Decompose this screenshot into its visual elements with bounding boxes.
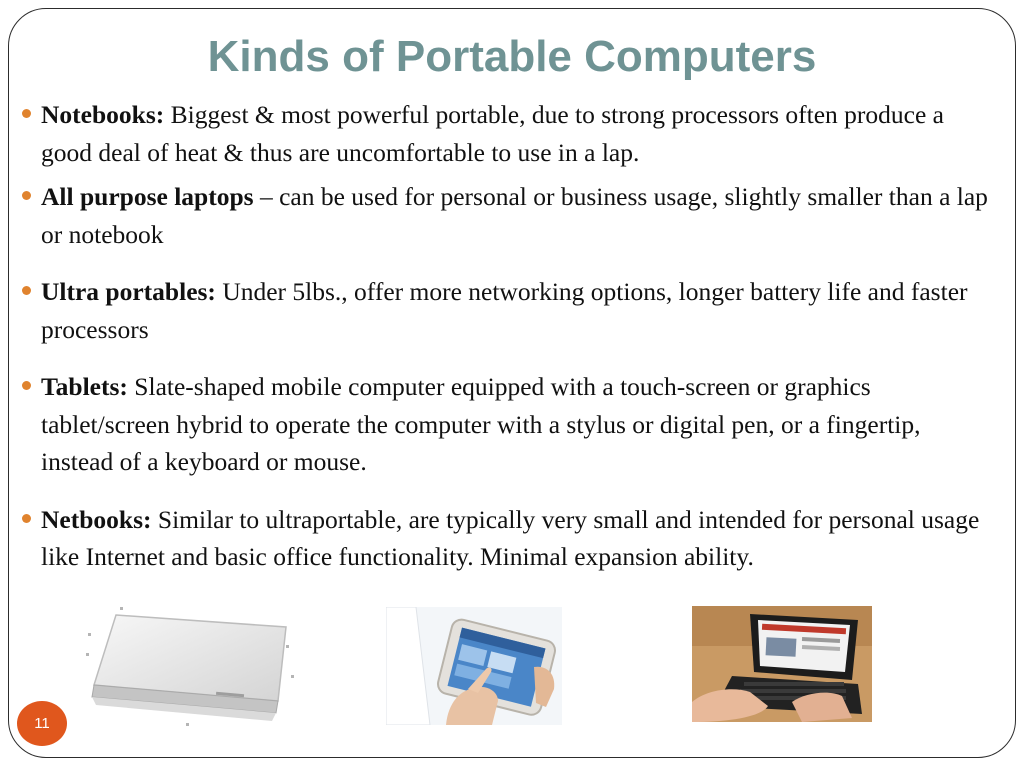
bullet-dot-icon	[22, 109, 31, 118]
bullet-text: – can be used for personal or business usage, slightly smaller than a lap or notebook	[41, 182, 988, 249]
white-netbook-image	[86, 605, 298, 733]
bullet-term: Notebooks:	[41, 100, 165, 129]
bullet-item-ultra-portables	[22, 273, 997, 348]
black-netbook-image	[692, 606, 872, 722]
bullet-dot-icon	[22, 286, 31, 295]
bullet-term: All purpose laptops	[41, 182, 254, 211]
bullet-item-all-purpose-laptops	[22, 178, 997, 253]
bullet-item-netbooks	[22, 501, 997, 576]
bullet-term: Tablets:	[41, 372, 128, 401]
bullet-dot-icon	[22, 514, 31, 523]
bullet-term: Ultra portables:	[41, 277, 216, 306]
bullet-list	[22, 96, 997, 576]
bullet-text: Biggest & most powerful portable, due to strong processors often produce a good deal of heat & thus are uncomfortable to use in a lap.	[41, 100, 944, 167]
bullet-dot-icon	[22, 191, 31, 200]
tablet-image	[386, 607, 562, 725]
bullet-item-tablets	[22, 368, 997, 481]
bullet-text: Under 5lbs., offer more networking options, longer battery life and faster processors	[41, 277, 968, 344]
page-number-badge: 11	[17, 701, 67, 746]
bullet-item-notebooks	[22, 96, 997, 171]
bullet-text: Similar to ultraportable, are typically very small and intended for personal usage like Internet and basic office functionality. Minimal expansion ability.	[41, 504, 980, 571]
bullet-term: Netbooks:	[41, 504, 152, 534]
bullet-dot-icon	[22, 381, 31, 390]
bullet-text: Slate-shaped mobile computer equipped with a touch-screen or graphics tablet/screen hybrid to operate the computer with a stylus or digital pen, or a fingertip, instead of a keyboard or mouse.	[41, 372, 921, 476]
slide-title: Kinds of Portable Computers	[207, 32, 817, 81]
